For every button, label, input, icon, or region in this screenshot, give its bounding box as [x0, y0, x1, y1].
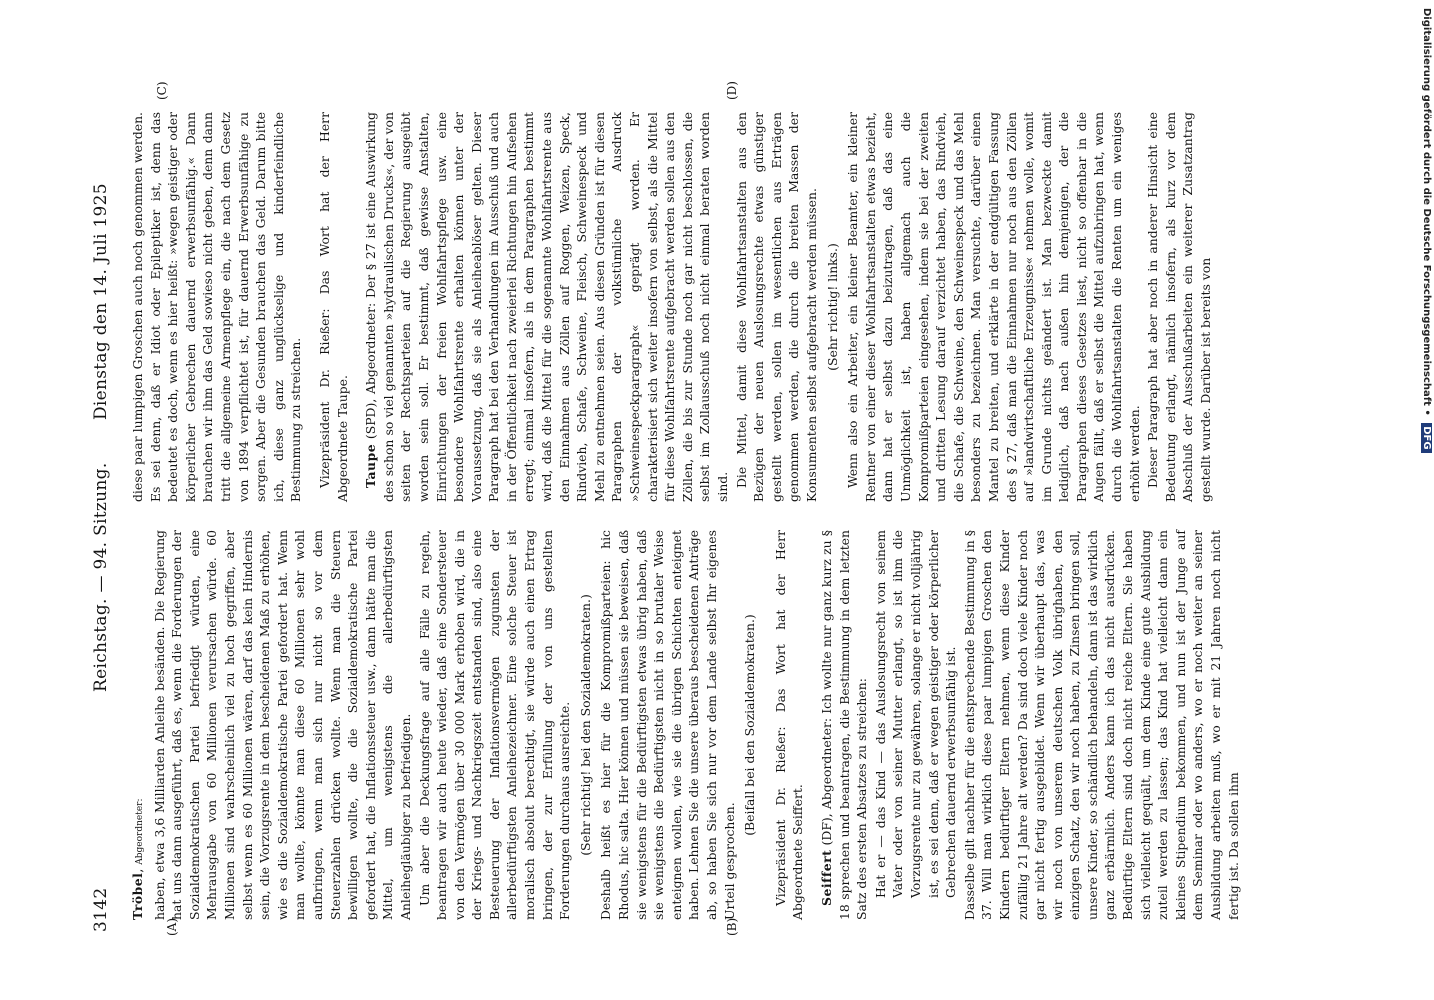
interjection: (Sehr richtig! links.)	[824, 243, 840, 371]
paragraph: Dieser Paragraph hat aber noch in anderer Hinsicht eine Bedeutung erlangt, nämlich insofern, als kurz vor dem Abschluß der Ausschußarbeiten ein weiterer Zusatzantrag gestellt wurde. Darüber ist bereits von	[1145, 112, 1214, 502]
paragraph: diese paar lumpigen Groschen auch noch genommen werden. Es sei denn, daß er Idiot oder Epileptiker ist, denn das bedeutet es doch, wenn es hier heißt: »wegen geistiger oder körperlicher Gebrechen dauernd erwerbsunfähig.« Dann brauchen wir ihm das Geld sowieso nicht geben, denn dann tritt die allgemeine Armenpflege ein, die nach dem Gesetz von 1894 verpflichtet ist, für dauernd Erwerbsunfähige zu sorgen. Aber die Gesunden brauchen das Geld. Darum bitte ich, diese ganz unglückselige und kinderfeindliche Bestimmung zu streichen.	[130, 112, 304, 502]
paragraph: Dasselbe gilt nachher für die entsprechende Bestimmung in § 37. Will man wirklich diese paar lumpigen Groschen den Kindern bedürftiger Eltern nehmen, wenn diese Kinder zufällig 21 Jahre alt werden? Da sind doch viele Kinder noch gar nicht fertig ausgebildet. Wenn wir überhaupt das, was wir noch von unserem deutschen Volk übrighaben, den einzigen Schatz, den wir noch haben, zu Zinsen bringen soll, unsere Kinder, so schändlich behandeln, dann ist das wirklich ganz erbärmlich. Anders kann ich das nicht ausdrücken. Bedürftige Eltern sind doch nicht reiche Eltern. Sie haben sich vielleicht gequält, um dem Kinde eine gute Ausbildung zuteil werden zu lassen; das Kind hat vielleicht dann ein kleines Stipendium bekommen, und nun ist der Junge auf dem Seminar oder wo anders, wo er noch weiter an seiner Ausbildung arbeiten muß, wo er mit 21 Jahren noch nicht fertig ist. Da sollen ihm	[961, 530, 1241, 920]
paragraph: Um aber die Deckungsfrage auf alle Fälle zu regeln, beantragen wir auch heute wieder, daß eine Sondersteuer von den Vermögen über 30 000 Mark erhoben wird, die in der Kriegs- und Nachkriegszeit entstanden sind, also eine Besteuerung der Inflationsvermögen zugunsten der allerbedürftigsten Anleihezeichner. Eine solche Steuer ist moralisch absolut berechtigt, sie würde auch einen Ertrag bringen, der zur Erfüllung der von uns gestellten Forderungen durchaus ausreichte.	[416, 530, 573, 920]
margin-marker-d: (D)	[725, 81, 739, 100]
session-title: Reichstag. — 94. Sitzung.	[91, 462, 111, 692]
interjection: (Sehr richtig! bei den Sozialdemokraten.)	[577, 594, 593, 856]
speech-intro: Taupe (SPD), Abgeordneter: Der § 27 ist eine Auswirkung des schon so viel genannten »hydraulischen Drucks«, der von seiten der Rechtsparteien auf die Regierung ausgeübt worden sein soll. Er bestimmt, daß gewisse Anstalten, Einrichtungen der freien Wohlfahrtspflege usw. eine besondere Wohlfahrtsrente erhalten können unter der Voraussetzung, daß sie als Anleiheablöser gelten. Dieser Paragraph hat bei den Verhandlungen im Ausschuß und auch in der Öffentlichkeit nach zweierlei Richtungen hin Aufsehen erregt; einmal insofern, als in dem Paragraphen bestimmt wird, daß die Mittel für die sogenannte Wohlfahrtsrente aus den Einnahmen aus Zöllen auf Roggen, Weizen, Speck, Rindvieh, Schafe, Schweine, Fleisch, Schweinespeck und Mehl zu entnehmen seien. Aus diesen Gründen ist für diesen Paragraphen der volkstümliche Ausdruck »Schweinespeckparagraph« geprägt worden. Er charakterisiert sich weiter insofern von selbst, als die Mittel für diese Wohlfahrtsrente aufgebracht werden sollen aus den Zöllen, die bis zur Stunde noch gar nicht beschlossen, die selbst im Zollausschuß noch nicht einmal beraten worden sind.	[363, 112, 730, 502]
digitization-credit: Digitalisierung gefördert durch die Deutsche Forschungsgemeinschaft • DFG	[1421, 8, 1432, 453]
running-head: Tröbel, Abgeordneter:	[130, 798, 145, 920]
speech-intro: Seiffert (DF), Abgeordneter: Ich wollte nur ganz kurz zu § 18 sprechen und beantragen, die Bestimmung in dem letzten Satz des ersten Absatzes zu streichen:	[818, 530, 870, 920]
page-number: 3142	[91, 887, 111, 932]
block-quote: Hat er — das Kind — das Auslosungsrecht von seinem Vater oder von seiner Mutter erlangt, so ist ihm die Vorzugsrente nur zu gewähren, solange er nicht volljährig ist, es sei denn, daß er wegen geistiger oder körperlicher Gebrechen dauernd erwerbsunfähig ist.	[872, 530, 959, 898]
interjection: (Beifall bei den Sozialdemokraten.)	[742, 614, 758, 836]
paragraph: haben, etwa 3,6 Milliarden Anleihe besänden. Die Regierung hat uns dann ausgeführt, daß es, wenn die Forderungen der Sozialdemokratischen Partei befriedigt würden, eine Mehrausgabe von 60 Millionen verursachen würde. 60 Millionen sind wahrscheinlich viel zu hoch gegriffen, aber selbst wenn es 60 Millionen wären, darf das kein Hindernis sein, die Vorzugsrente in dem bescheidenen Maß zu erhöhen, wie es die Sozialdemokratische Partei gefordert hat. Wenn man wollte, könnte man diese 60 Millionen sehr wohl aufbringen, wenn man sich nur nicht so vor dem Steuerzahlen drücken wollte. Wenn man die Steuern bewilligen wollte, die die Sozialdemokratische Partei gefordert hat, die Inflationssteuer usw., dann hätte man die Mittel, um wenigstens die allerbedürftigsten Anleihegläubiger zu befriedigen.	[151, 530, 413, 920]
margin-marker-b: (B)	[725, 917, 739, 936]
session-date: Dienstag den 14. Juli 1925	[91, 183, 111, 420]
chair-announcement: Vizepräsident Dr. Rießer: Das Wort hat der Herr Abgeordnete Seiffert.	[772, 530, 806, 920]
dfg-logo: DFG	[1421, 423, 1432, 452]
page-header	[91, 92, 115, 932]
paragraph: Die Mittel, damit diese Wohlfahrtsanstalten aus den Bezügen der neuen Auslosungsrechte etwas günstiger gestellt werden, sollen im wesentlichen aus Erträgen genommen werden, die durch die breiten Massen der Konsumenten selbst aufgebracht werden müssen.	[733, 112, 819, 502]
chair-announcement: Vizepräsident Dr. Rießer: Das Wort hat der Herr Abgeordnete Taupe.	[316, 112, 350, 502]
margin-marker-c: (C)	[155, 81, 169, 100]
rotated-page	[85, 81, 1305, 936]
right-column	[129, 112, 1216, 502]
margin-marker-a: (A)	[165, 917, 179, 936]
left-column	[129, 530, 1243, 920]
paragraph: Deshalb heißt es hier für die Kompromißparteien: hic Rhodus, hic salta. Hier können und müssen sie beweisen, daß sie wenigstens für die Bedürftigsten etwas übrig haben, daß sie wenigstens die Bedürftigsten nicht in so brutaler Weise enteignen wollen, wie sie die übrigen Schichten enteignet haben. Lehnen Sie die unsere überaus bescheidenen Anträge ab, so haben Sie sich nur vor dem Lande selbst Ihr eigenes Urteil gesprochen.	[598, 530, 737, 920]
paragraph: Wenn also ein Arbeiter, ein kleiner Beamter, ein kleiner Rentner von einer dieser Wohlfahrtsanstalten etwas bezieht, dann hat er selbst dazu beizutragen, daß das eine Unmöglichkeit ist, haben allgemach auch die Kompromißparteien eingesehen, indem sie bei der zweiten und dritten Lesung darauf verzichtet haben, das Rindvieh, die Schafe, die Schweine, den Schweinespeck und das Mehl besonders zu bezeichnen. Man versuchte, darüber einen Mantel zu breiten, und erklärte in der endgültigen Fassung des § 27, daß man die Einnahmen nur noch aus den Zöllen auf »landwirtschaftliche Erzeugnisse« nehmen wolle, womit im Grunde nichts geändert ist. Man bezweckte damit lediglich, daß nach außen hin demjenigen, der die Paragraphen dieses Gesetzes liest, nicht so offenbar in die Augen fällt, daß er selbst die Mittel aufzubringen hat, wenn durch die Wohlfahrtsanstalten die Renten um ein weniges erhöht werden.	[845, 112, 1142, 502]
